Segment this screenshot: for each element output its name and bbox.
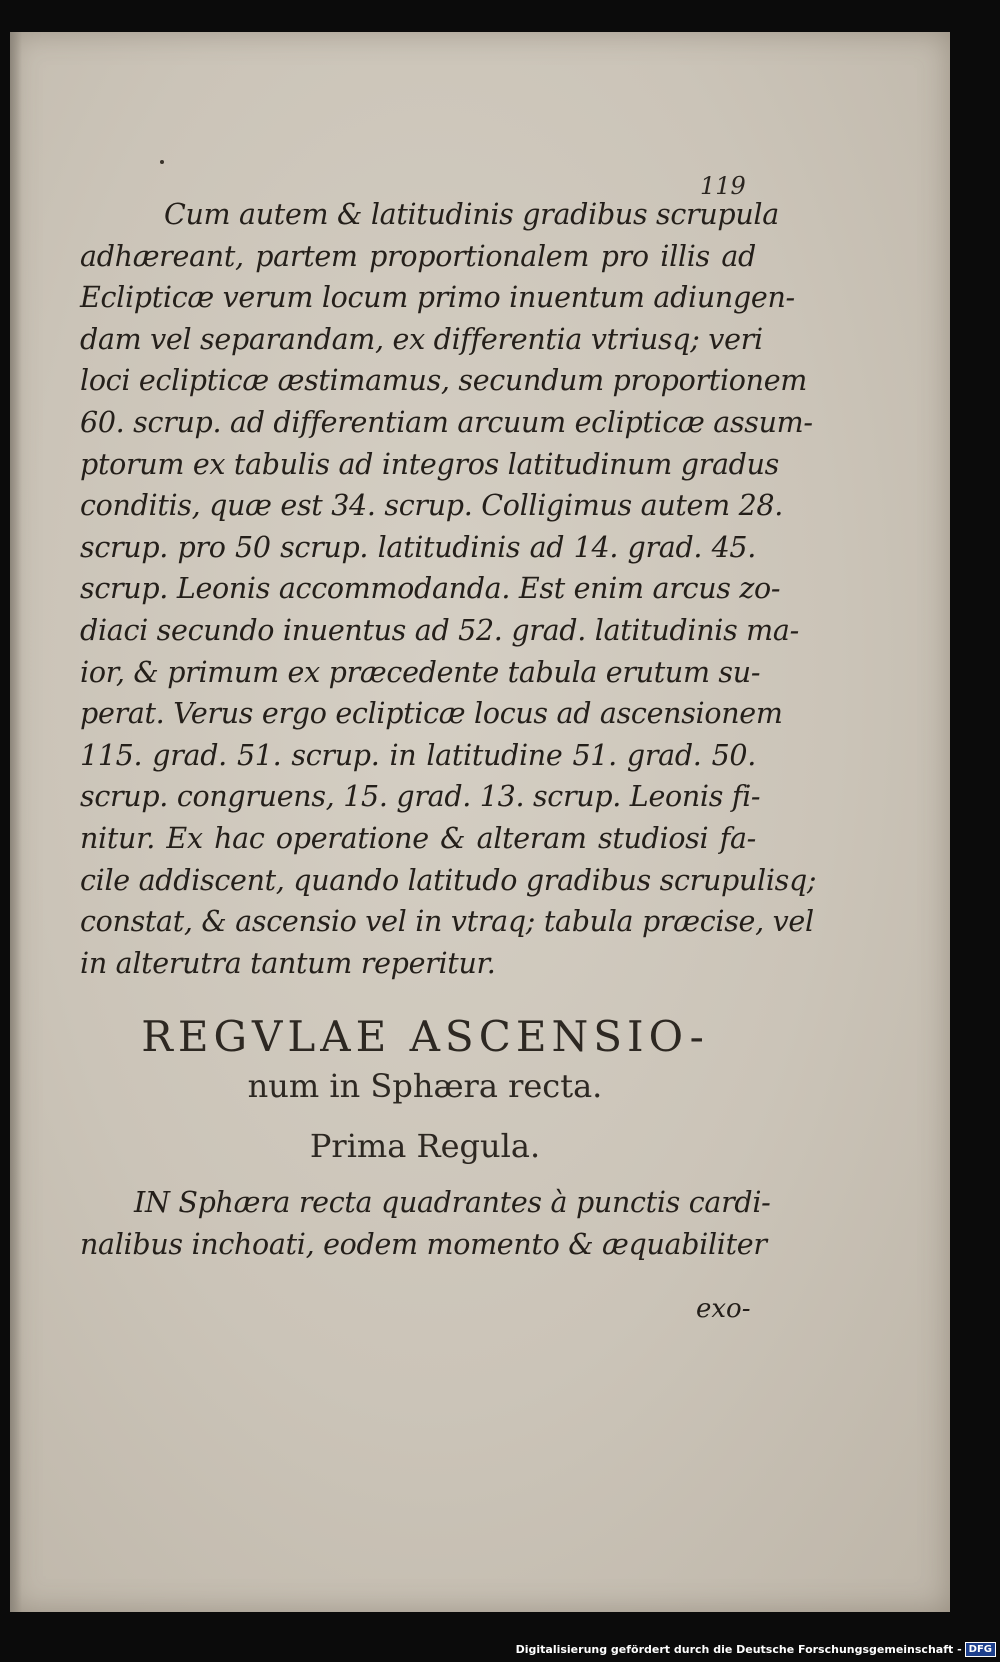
- text-line: Eclipticæ verum locum primo inuentum adiungen-: [80, 281, 795, 315]
- text-line: 115. grad. 51. scrup. in latitudine 51. grad. 50.: [80, 738, 756, 772]
- dfg-logo: DFG: [965, 1642, 996, 1657]
- text-line: perat. Verus ergo eclipticæ locus ad ascensionem: [80, 697, 783, 731]
- digitization-credit: [516, 1640, 996, 1658]
- body-paragraph: [80, 194, 817, 984]
- text-line: dam vel separandam, ex differentia vtriusq; veri: [80, 322, 763, 356]
- text-line: scrup. Leonis accommodanda. Est enim arcus zo-: [80, 572, 781, 606]
- section-heading: REGVLAE ASCENSIO-: [141, 1012, 709, 1061]
- page-number: 119: [700, 172, 746, 200]
- text-line: scrup. pro 50 scrup. latitudinis ad 14. grad. 45.: [80, 530, 756, 564]
- section-subheading: num in Sphæra recta.: [247, 1067, 603, 1105]
- book-page: [10, 32, 950, 1612]
- text-line: nitur. Ex hac operatione & alteram studiosi fa-: [80, 821, 756, 855]
- text-line: conditis, quæ est 34. scrup. Colligimus autem 28.: [80, 489, 784, 523]
- catchword: exo-: [696, 1294, 751, 1324]
- rule-title: Prima Regula.: [309, 1127, 541, 1165]
- text-line: Cum autem & latitudinis gradibus scrupula: [164, 198, 779, 231]
- credit-text: Digitalisierung gefördert durch die Deutsche Forschungsgemeinschaft -: [515, 1642, 962, 1656]
- text-line: cile addiscent, quando latitudo gradibus scrupulisq;: [80, 863, 817, 897]
- text-line: IN Sphæra recta quadrantes à punctis cardi-: [134, 1186, 771, 1219]
- text-line: scrup. congruens, 15. grad. 13. scrup. Leonis fi-: [80, 780, 761, 814]
- text-line: adhæreant, partem proportionalem pro illis ad: [80, 239, 756, 273]
- text-line: in alterutra tantum reperitur.: [80, 946, 496, 980]
- text-line: constat, & ascensio vel in vtraq; tabula præcise, vel: [80, 905, 814, 939]
- text-line: loci eclipticæ æstimamus, secundum proportionem: [80, 364, 807, 398]
- text-line: ior, & primum ex præcedente tabula erutum su-: [80, 655, 761, 689]
- rule-paragraph: [80, 1182, 771, 1265]
- ink-speck: [160, 160, 164, 164]
- text-line: ptorum ex tabulis ad integros latitudinum gradus: [80, 447, 779, 481]
- text-line: nalibus inchoati, eodem momento & æquabiliter: [80, 1227, 767, 1261]
- text-line: 60. scrup. ad differentiam arcuum eclipticæ assum-: [80, 405, 813, 439]
- text-line: diaci secundo inuentus ad 52. grad. latitudinis ma-: [80, 613, 799, 647]
